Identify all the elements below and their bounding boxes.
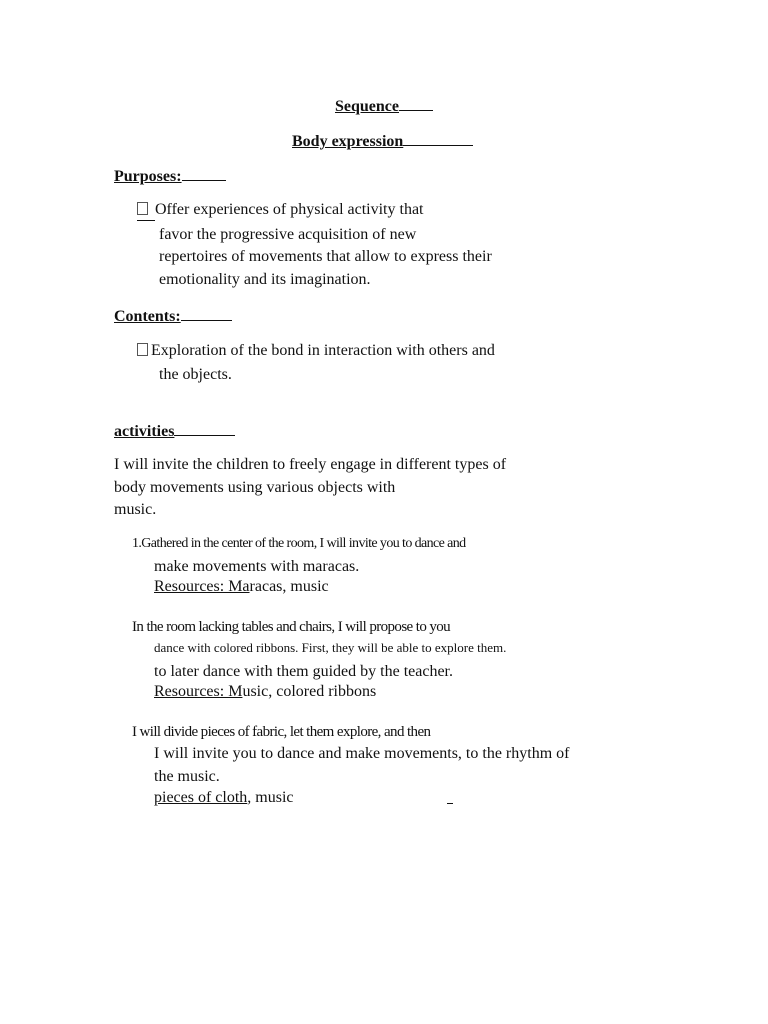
activities-intro-line-3: music. bbox=[114, 501, 157, 518]
sequence-label: Sequence bbox=[335, 98, 399, 115]
activities-heading bbox=[114, 420, 235, 442]
activity-3-line-3: the music. bbox=[154, 768, 220, 785]
activity-3-line-2: I will invite you to dance and make movements, to the rhythm of bbox=[154, 745, 570, 762]
heading-underline-trail bbox=[174, 420, 235, 436]
heading-underline-trail bbox=[181, 305, 232, 321]
page-title-text: Body expression bbox=[292, 133, 404, 150]
activity-1-resources bbox=[154, 577, 329, 597]
title-underline-trail bbox=[399, 95, 433, 111]
activities-intro-line-1: I will invite the children to freely engage in different types of bbox=[114, 456, 507, 473]
activity-1-resources-underlined: Resources: Ma bbox=[154, 578, 250, 595]
activity-3-line-1: I will divide pieces of fabric, let them explore, and then bbox=[132, 724, 431, 740]
contents-heading bbox=[114, 305, 232, 327]
activity-2-resources bbox=[154, 682, 376, 702]
activity-1-resources-rest: racas, music bbox=[249, 578, 329, 595]
purposes-heading bbox=[114, 165, 226, 187]
purposes-heading-text: Purposes: bbox=[114, 168, 182, 185]
activity-1-line-1: 1.Gathered in the center of the room, I will invite you to dance and bbox=[132, 536, 466, 551]
activities-intro-line-2: body movements using various objects with bbox=[114, 479, 396, 496]
page-title bbox=[292, 130, 473, 152]
activity-2-line-2: dance with colored ribbons. First, they will be able to explore them. bbox=[154, 640, 507, 655]
activity-2-resources-underlined: Resources: M bbox=[154, 683, 243, 700]
activity-2-resources-rest: usic, colored ribbons bbox=[242, 683, 377, 700]
purposes-line-2: favor the progressive acquisition of new bbox=[159, 226, 417, 243]
activity-2-line-3: to later dance with them guided by the teacher. bbox=[154, 663, 453, 680]
contents-line-2: the objects. bbox=[159, 366, 232, 383]
purposes-line-1: Offer experiences of physical activity that bbox=[137, 200, 423, 221]
contents-line-1: Exploration of the bond in interaction with others and bbox=[137, 341, 495, 361]
purposes-line-4: emotionality and its imagination. bbox=[159, 271, 371, 288]
contents-heading-text: Contents: bbox=[114, 308, 181, 325]
activity-3-resources-underlined: pieces of cloth bbox=[154, 789, 248, 806]
purposes-line-3: repertoires of movements that allow to express their bbox=[159, 248, 492, 265]
bullet-icon bbox=[137, 343, 148, 356]
sequence-heading bbox=[335, 95, 433, 117]
activities-heading-text: activities bbox=[114, 423, 175, 440]
title-underline-trail bbox=[403, 130, 473, 146]
activity-3-resources-rest: , music bbox=[247, 789, 294, 806]
heading-underline-trail bbox=[182, 165, 226, 181]
bullet-icon bbox=[137, 200, 155, 221]
underline-mark bbox=[447, 803, 453, 804]
activity-1-line-2: make movements with maracas. bbox=[154, 558, 360, 575]
activity-2-line-1: In the room lacking tables and chairs, I will propose to you bbox=[132, 619, 451, 635]
activity-3-resources bbox=[154, 788, 294, 808]
